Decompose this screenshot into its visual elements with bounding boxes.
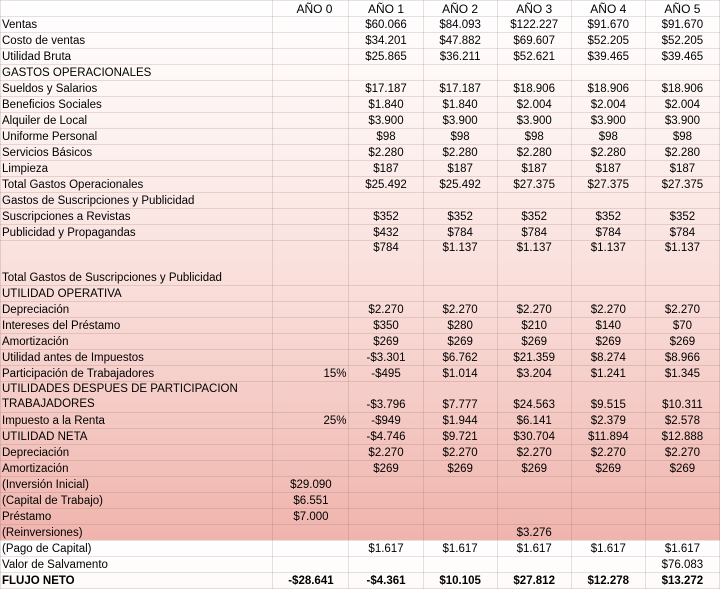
value-cell-year-1: $432	[349, 225, 423, 241]
value-cell-year-2: $1.014	[423, 366, 497, 382]
table-row	[1, 65, 720, 81]
row-label: Sueldos y Salarios	[1, 81, 273, 97]
value-cell-year-0	[273, 302, 349, 318]
value-cell-year-5	[645, 193, 719, 209]
value-cell-year-5: $91.670	[645, 17, 719, 33]
value-cell-year-5: $12.888	[645, 429, 719, 445]
value-cell-year-1: -$495	[349, 366, 423, 382]
value-cell-year-5	[645, 493, 719, 509]
value-cell-year-3	[497, 477, 571, 493]
value-cell-year-4: $2.379	[571, 413, 645, 429]
value-cell-year-4: $1.617	[571, 541, 645, 557]
value-cell-year-1: -$3.796	[349, 382, 423, 413]
value-cell-year-1: $784	[349, 241, 423, 286]
value-cell-year-4: $9.515	[571, 382, 645, 413]
value-cell-year-2: $280	[423, 318, 497, 334]
value-cell-year-2: $36.211	[423, 49, 497, 65]
table-row	[1, 509, 720, 525]
value-cell-year-1: -$949	[349, 413, 423, 429]
row-label: Utilidad antes de Impuestos	[1, 350, 273, 366]
table-row	[1, 286, 720, 302]
value-cell-year-0	[273, 49, 349, 65]
table-row	[1, 382, 720, 413]
value-cell-year-2: $3.900	[423, 113, 497, 129]
value-cell-year-3: $2.270	[497, 445, 571, 461]
row-label: FLUJO NETO	[1, 573, 273, 589]
value-cell-year-5: $98	[645, 129, 719, 145]
table-row	[1, 97, 720, 113]
value-cell-year-1: $1.840	[349, 97, 423, 113]
value-cell-year-3: $3.900	[497, 113, 571, 129]
value-cell-year-3: $2.270	[497, 302, 571, 318]
value-cell-year-0	[273, 525, 349, 541]
table-row	[1, 193, 720, 209]
value-cell-year-5: $352	[645, 209, 719, 225]
row-label: Publicidad y Propagandas	[1, 225, 273, 241]
row-label: UTILIDAD NETA	[1, 429, 273, 445]
value-cell-year-3: $784	[497, 225, 571, 241]
value-cell-year-0	[273, 177, 349, 193]
row-label: Amortización	[1, 334, 273, 350]
value-cell-year-0	[273, 241, 349, 286]
value-cell-year-1: $187	[349, 161, 423, 177]
value-cell-year-0	[273, 382, 349, 413]
value-cell-year-4: $269	[571, 334, 645, 350]
value-cell-year-5	[645, 286, 719, 302]
value-cell-year-1: $25.865	[349, 49, 423, 65]
value-cell-year-0	[273, 461, 349, 477]
value-cell-year-3: $24.563	[497, 382, 571, 413]
row-label: (Capital de Trabajo)	[1, 493, 273, 509]
value-cell-year-2: $269	[423, 334, 497, 350]
value-cell-year-3: $1.617	[497, 541, 571, 557]
value-cell-year-2: $352	[423, 209, 497, 225]
value-cell-year-1: $269	[349, 334, 423, 350]
header-year-0: AÑO 0	[273, 1, 349, 17]
value-cell-year-4: $1.241	[571, 366, 645, 382]
header-year-4: AÑO 4	[571, 1, 645, 17]
value-cell-year-2: $9.721	[423, 429, 497, 445]
value-cell-year-3: $18.906	[497, 81, 571, 97]
row-label: GASTOS OPERACIONALES	[1, 65, 273, 81]
value-cell-year-2	[423, 557, 497, 573]
value-cell-year-4: $269	[571, 461, 645, 477]
table-row	[1, 129, 720, 145]
value-cell-year-4: $8.274	[571, 350, 645, 366]
value-cell-year-2: $187	[423, 161, 497, 177]
value-cell-year-4	[571, 557, 645, 573]
value-cell-year-5	[645, 65, 719, 81]
table-row	[1, 541, 720, 557]
table-row	[1, 477, 720, 493]
value-cell-year-3: $30.704	[497, 429, 571, 445]
table-row	[1, 177, 720, 193]
value-cell-year-1: $350	[349, 318, 423, 334]
row-label: Suscripciones a Revistas	[1, 209, 273, 225]
row-label: UTILIDADES DESPUES DE PARTICIPACION TRABAJADORES	[1, 382, 273, 413]
value-cell-year-3: $52.621	[497, 49, 571, 65]
table-row	[1, 557, 720, 573]
value-cell-year-3: $122.227	[497, 17, 571, 33]
row-label: Gastos de Suscripciones y Publicidad	[1, 193, 273, 209]
row-label: Alquiler de Local	[1, 113, 273, 129]
row-label: Préstamo	[1, 509, 273, 525]
value-cell-year-4: $140	[571, 318, 645, 334]
table-row	[1, 33, 720, 49]
value-cell-year-3: $3.276	[497, 525, 571, 541]
value-cell-year-0	[273, 65, 349, 81]
value-cell-year-4: $784	[571, 225, 645, 241]
value-cell-year-0	[273, 318, 349, 334]
row-label: UTILIDAD OPERATIVA	[1, 286, 273, 302]
value-cell-year-5: $1.345	[645, 366, 719, 382]
value-cell-year-2: $1.944	[423, 413, 497, 429]
value-cell-year-2: $10.105	[423, 573, 497, 589]
value-cell-year-0	[273, 129, 349, 145]
value-cell-year-4: $91.670	[571, 17, 645, 33]
value-cell-year-4: $2.270	[571, 445, 645, 461]
table-row	[1, 413, 720, 429]
value-cell-year-5	[645, 477, 719, 493]
value-cell-year-1	[349, 477, 423, 493]
value-cell-year-2	[423, 525, 497, 541]
value-cell-year-2: $17.187	[423, 81, 497, 97]
table-row	[1, 17, 720, 33]
value-cell-year-1	[349, 65, 423, 81]
value-cell-year-5: $269	[645, 461, 719, 477]
row-label: Costo de ventas	[1, 33, 273, 49]
value-cell-year-3: $2.280	[497, 145, 571, 161]
value-cell-year-0	[273, 350, 349, 366]
value-cell-year-4: $98	[571, 129, 645, 145]
value-cell-year-5: $2.578	[645, 413, 719, 429]
value-cell-year-0	[273, 541, 349, 557]
value-cell-year-1: -$4.361	[349, 573, 423, 589]
value-cell-year-5: $269	[645, 334, 719, 350]
value-cell-year-5: $52.205	[645, 33, 719, 49]
row-label: (Pago de Capital)	[1, 541, 273, 557]
table-row	[1, 161, 720, 177]
value-cell-year-3: $269	[497, 334, 571, 350]
value-cell-year-0: $29.090	[273, 477, 349, 493]
value-cell-year-1: $3.900	[349, 113, 423, 129]
row-label: (Reinversiones)	[1, 525, 273, 541]
value-cell-year-5: $1.617	[645, 541, 719, 557]
value-cell-year-0	[273, 193, 349, 209]
row-label: Total Gastos Operacionales	[1, 177, 273, 193]
value-cell-year-2: $2.280	[423, 145, 497, 161]
value-cell-year-4: $2.270	[571, 302, 645, 318]
value-cell-year-2	[423, 286, 497, 302]
value-cell-year-1: $1.617	[349, 541, 423, 557]
value-cell-year-3	[497, 286, 571, 302]
value-cell-year-2: $1.137	[423, 241, 497, 286]
value-cell-year-2: $269	[423, 461, 497, 477]
value-cell-year-3: $187	[497, 161, 571, 177]
row-label: Intereses del Préstamo	[1, 318, 273, 334]
header-year-2: AÑO 2	[423, 1, 497, 17]
value-cell-year-4	[571, 509, 645, 525]
value-cell-year-4	[571, 525, 645, 541]
value-cell-year-2: $6.762	[423, 350, 497, 366]
value-cell-year-1	[349, 493, 423, 509]
table-row	[1, 49, 720, 65]
table-row	[1, 461, 720, 477]
row-label: Amortización	[1, 461, 273, 477]
table-row	[1, 302, 720, 318]
table-row	[1, 209, 720, 225]
table-row	[1, 334, 720, 350]
value-cell-year-3: $98	[497, 129, 571, 145]
value-cell-year-1: $2.280	[349, 145, 423, 161]
row-label: Limpieza	[1, 161, 273, 177]
value-cell-year-3: $352	[497, 209, 571, 225]
value-cell-year-0	[273, 81, 349, 97]
value-cell-year-1: $60.066	[349, 17, 423, 33]
value-cell-year-4: $52.205	[571, 33, 645, 49]
value-cell-year-1: $2.270	[349, 445, 423, 461]
value-cell-year-3: $21.359	[497, 350, 571, 366]
value-cell-year-5: $784	[645, 225, 719, 241]
value-cell-year-1: $98	[349, 129, 423, 145]
table-row	[1, 145, 720, 161]
value-cell-year-5: $2.270	[645, 445, 719, 461]
value-cell-year-2: $2.270	[423, 302, 497, 318]
value-cell-year-4: $27.375	[571, 177, 645, 193]
value-cell-year-2: $1.617	[423, 541, 497, 557]
value-cell-year-3: $27.812	[497, 573, 571, 589]
row-label: Utilidad Bruta	[1, 49, 273, 65]
value-cell-year-4	[571, 286, 645, 302]
table-row	[1, 525, 720, 541]
value-cell-year-1	[349, 525, 423, 541]
value-cell-year-3: $27.375	[497, 177, 571, 193]
value-cell-year-4: $11.894	[571, 429, 645, 445]
value-cell-year-0	[273, 145, 349, 161]
value-cell-year-2: $98	[423, 129, 497, 145]
table-row	[1, 225, 720, 241]
value-cell-year-4	[571, 493, 645, 509]
row-label: Participación de Trabajadores	[1, 366, 273, 382]
header-row	[1, 1, 720, 17]
value-cell-year-2	[423, 493, 497, 509]
value-cell-year-5: $39.465	[645, 49, 719, 65]
value-cell-year-5: $187	[645, 161, 719, 177]
row-label: Servicios Básicos	[1, 145, 273, 161]
value-cell-year-3: $210	[497, 318, 571, 334]
row-label: Depreciación	[1, 302, 273, 318]
table-row	[1, 493, 720, 509]
value-cell-year-2: $7.777	[423, 382, 497, 413]
row-label: Total Gastos de Suscripciones y Publicidad	[1, 241, 273, 286]
value-cell-year-0: $7.000	[273, 509, 349, 525]
value-cell-year-5: $1.137	[645, 241, 719, 286]
value-cell-year-0	[273, 334, 349, 350]
header-year-3: AÑO 3	[497, 1, 571, 17]
value-cell-year-2: $1.840	[423, 97, 497, 113]
value-cell-year-2: $784	[423, 225, 497, 241]
value-cell-year-1: $25.492	[349, 177, 423, 193]
value-cell-year-5: $13.272	[645, 573, 719, 589]
value-cell-year-0	[273, 33, 349, 49]
value-cell-year-5: $8.966	[645, 350, 719, 366]
value-cell-year-2: $2.270	[423, 445, 497, 461]
value-cell-year-4: $1.137	[571, 241, 645, 286]
value-cell-year-4	[571, 193, 645, 209]
value-cell-year-0	[273, 225, 349, 241]
value-cell-year-3: $6.141	[497, 413, 571, 429]
value-cell-year-5: $10.311	[645, 382, 719, 413]
rate-cell: 15%	[273, 366, 349, 382]
value-cell-year-1: -$4.746	[349, 429, 423, 445]
value-cell-year-4: $18.906	[571, 81, 645, 97]
value-cell-year-5: $76.083	[645, 557, 719, 573]
value-cell-year-1: -$3.301	[349, 350, 423, 366]
value-cell-year-1	[349, 286, 423, 302]
table-body	[1, 17, 720, 589]
value-cell-year-5: $2.270	[645, 302, 719, 318]
value-cell-year-1	[349, 557, 423, 573]
value-cell-year-0	[273, 161, 349, 177]
value-cell-year-0	[273, 209, 349, 225]
value-cell-year-1: $269	[349, 461, 423, 477]
value-cell-year-2: $25.492	[423, 177, 497, 193]
value-cell-year-4: $2.004	[571, 97, 645, 113]
row-label: Uniforme Personal	[1, 129, 273, 145]
value-cell-year-4: $352	[571, 209, 645, 225]
value-cell-year-3	[497, 493, 571, 509]
rate-cell: 25%	[273, 413, 349, 429]
value-cell-year-5	[645, 525, 719, 541]
value-cell-year-5: $2.004	[645, 97, 719, 113]
value-cell-year-3	[497, 509, 571, 525]
value-cell-year-0	[273, 429, 349, 445]
header-label-corner	[1, 1, 273, 17]
value-cell-year-4: $39.465	[571, 49, 645, 65]
value-cell-year-1: $17.187	[349, 81, 423, 97]
header-year-5: AÑO 5	[645, 1, 719, 17]
table-row	[1, 366, 720, 382]
value-cell-year-2	[423, 193, 497, 209]
value-cell-year-3: $2.004	[497, 97, 571, 113]
value-cell-year-1: $352	[349, 209, 423, 225]
value-cell-year-2	[423, 477, 497, 493]
value-cell-year-5: $70	[645, 318, 719, 334]
value-cell-year-3	[497, 193, 571, 209]
table-row	[1, 241, 720, 286]
value-cell-year-2	[423, 65, 497, 81]
table-row	[1, 113, 720, 129]
value-cell-year-0	[273, 17, 349, 33]
value-cell-year-4	[571, 477, 645, 493]
value-cell-year-0	[273, 557, 349, 573]
value-cell-year-0	[273, 97, 349, 113]
value-cell-year-4: $2.280	[571, 145, 645, 161]
header-year-1: AÑO 1	[349, 1, 423, 17]
value-cell-year-0: -$28.641	[273, 573, 349, 589]
value-cell-year-5: $18.906	[645, 81, 719, 97]
table-row	[1, 350, 720, 366]
value-cell-year-4: $3.900	[571, 113, 645, 129]
table-row	[1, 573, 720, 589]
row-label: Depreciación	[1, 445, 273, 461]
value-cell-year-5: $3.900	[645, 113, 719, 129]
table-row	[1, 318, 720, 334]
value-cell-year-2	[423, 509, 497, 525]
value-cell-year-4: $12.278	[571, 573, 645, 589]
value-cell-year-3: $1.137	[497, 241, 571, 286]
value-cell-year-3	[497, 65, 571, 81]
value-cell-year-0	[273, 113, 349, 129]
value-cell-year-1	[349, 193, 423, 209]
value-cell-year-5: $27.375	[645, 177, 719, 193]
value-cell-year-1	[349, 509, 423, 525]
row-label: (Inversión Inicial)	[1, 477, 273, 493]
value-cell-year-1: $2.270	[349, 302, 423, 318]
value-cell-year-0	[273, 286, 349, 302]
row-label: Beneficios Sociales	[1, 97, 273, 113]
value-cell-year-3: $269	[497, 461, 571, 477]
value-cell-year-0: $6.551	[273, 493, 349, 509]
table-row	[1, 429, 720, 445]
row-label: Impuesto a la Renta	[1, 413, 273, 429]
table-row	[1, 445, 720, 461]
table-row	[1, 81, 720, 97]
value-cell-year-3: $69.607	[497, 33, 571, 49]
value-cell-year-3	[497, 557, 571, 573]
value-cell-year-4	[571, 65, 645, 81]
value-cell-year-5	[645, 509, 719, 525]
value-cell-year-0	[273, 445, 349, 461]
value-cell-year-4: $187	[571, 161, 645, 177]
value-cell-year-5: $2.280	[645, 145, 719, 161]
value-cell-year-2: $47.882	[423, 33, 497, 49]
row-label: Valor de Salvamento	[1, 557, 273, 573]
value-cell-year-2: $84.093	[423, 17, 497, 33]
row-label: Ventas	[1, 17, 273, 33]
value-cell-year-1: $34.201	[349, 33, 423, 49]
value-cell-year-3: $3.204	[497, 366, 571, 382]
